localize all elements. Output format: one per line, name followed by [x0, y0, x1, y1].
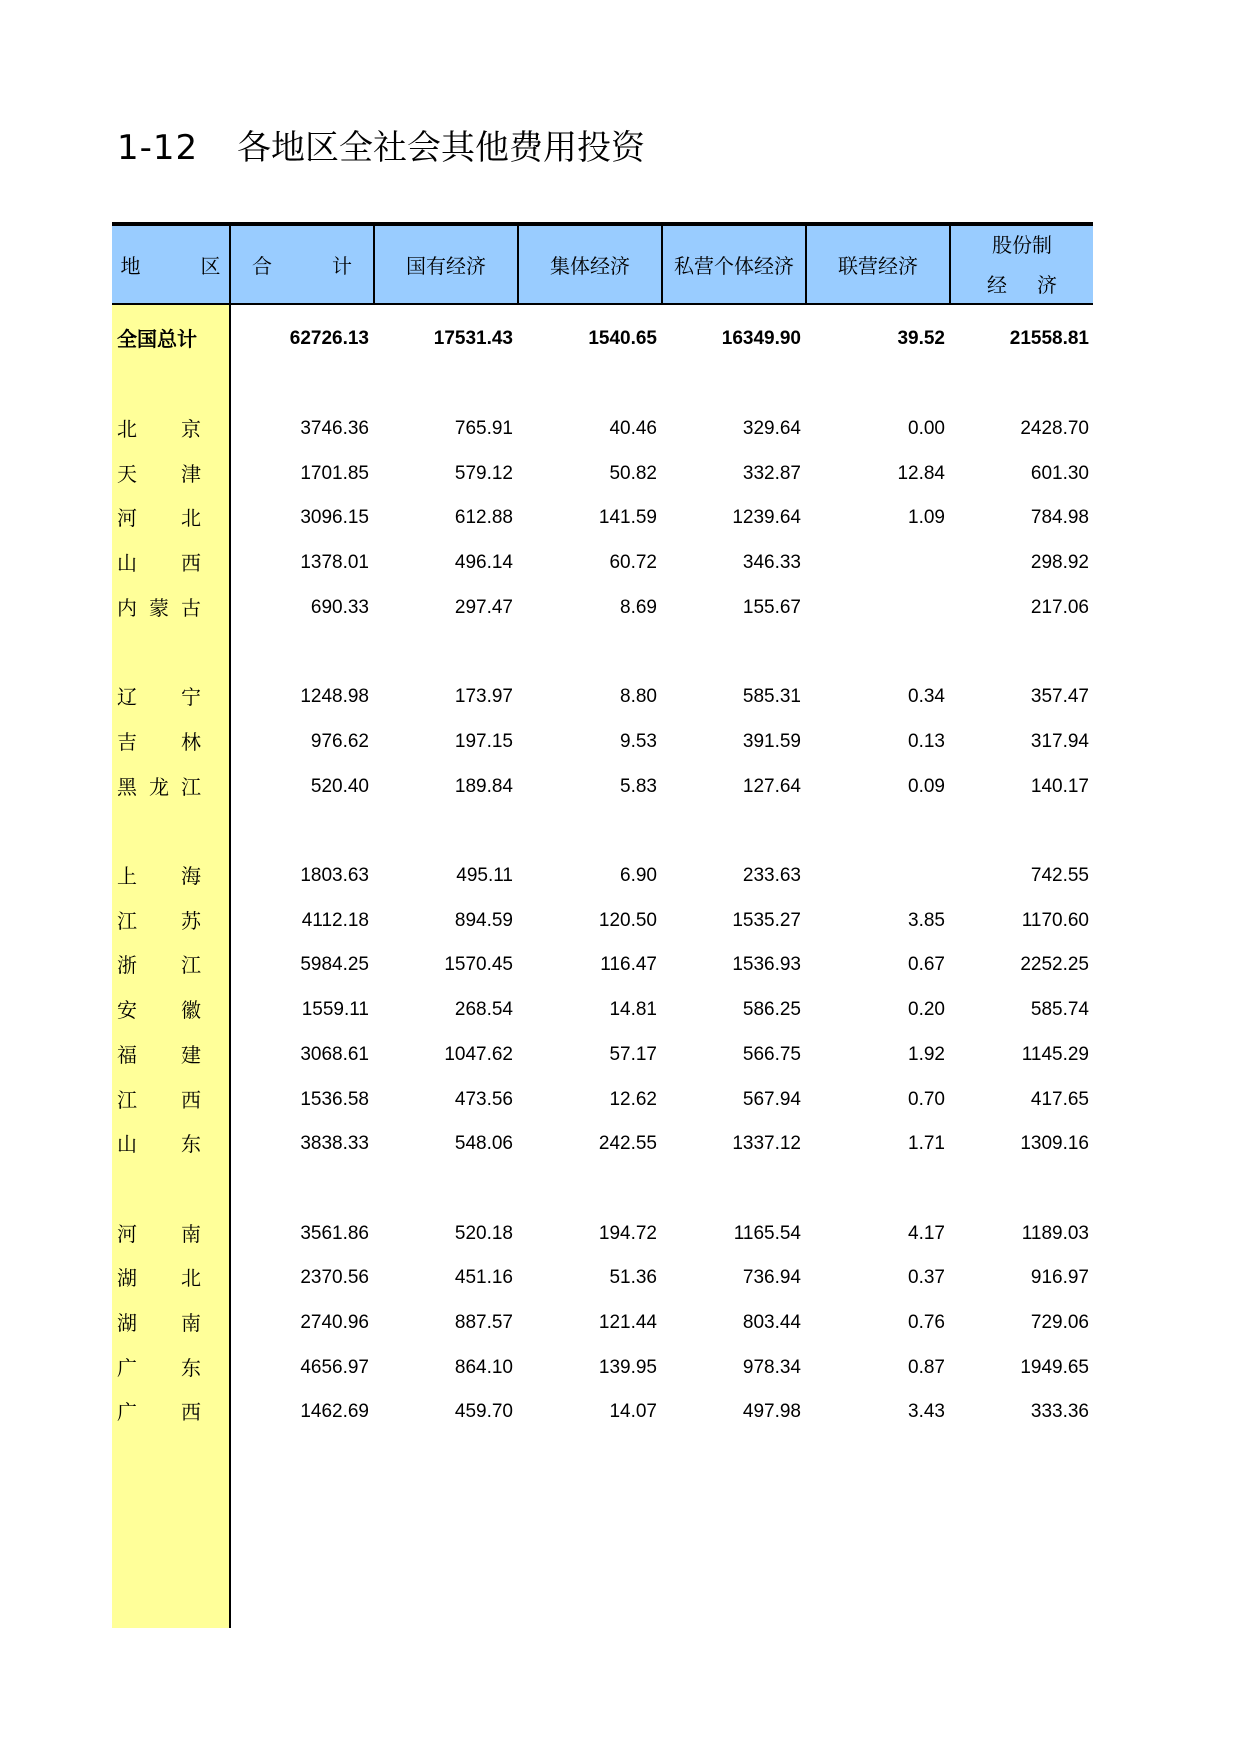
value-private: 233.63 — [742, 865, 801, 886]
value-private: 1239.64 — [732, 507, 801, 529]
value-total: 690.33 — [310, 596, 369, 618]
value-state: 459.70 — [454, 1401, 513, 1423]
value-state: 268.54 — [454, 999, 513, 1021]
value-state: 495.11 — [456, 865, 513, 886]
value-joint: 0.34 — [908, 686, 945, 708]
value-shareholding: 317.94 — [1030, 730, 1089, 752]
value-state: 765.91 — [454, 418, 513, 439]
value-joint: 4.17 — [908, 1222, 945, 1244]
value-collective: 194.72 — [598, 1222, 657, 1244]
value-private: 586.25 — [742, 999, 801, 1021]
value-total: 976.62 — [310, 730, 369, 752]
value-collective: 120.50 — [598, 909, 657, 931]
table-header — [112, 226, 1093, 305]
table-row — [112, 1387, 1093, 1437]
value-state: 297.47 — [454, 596, 513, 618]
value-private: 585.31 — [742, 686, 801, 708]
value-total: 1701.85 — [300, 462, 369, 484]
value-collective: 51.36 — [609, 1267, 657, 1289]
value-total: 1378.01 — [300, 552, 369, 574]
value-shareholding: 2252.25 — [1020, 954, 1089, 976]
value-total: 3096.15 — [300, 507, 369, 529]
region-name: 黑 龙 江 — [117, 774, 201, 799]
table-row — [112, 1298, 1093, 1348]
header-region: 地 区 — [120, 254, 221, 278]
value-state: 189.84 — [454, 775, 513, 797]
table-row — [112, 1253, 1093, 1303]
value-state: 1047.62 — [444, 1043, 513, 1065]
value-total: 1803.63 — [300, 865, 369, 886]
value-collective: 121.44 — [598, 1312, 657, 1333]
value-private: 16349.90 — [721, 328, 801, 349]
region-name: 北 京 — [117, 417, 201, 441]
region-name: 湖 北 — [117, 1266, 201, 1291]
value-private: 155.67 — [742, 596, 801, 618]
value-total: 2370.56 — [300, 1267, 369, 1289]
value-joint: 0.76 — [908, 1312, 945, 1333]
value-collective: 116.47 — [600, 954, 657, 976]
value-total: 520.40 — [310, 775, 369, 797]
value-collective: 60.72 — [609, 552, 657, 574]
value-private: 329.64 — [742, 418, 801, 439]
value-private: 1535.27 — [732, 909, 801, 931]
region-name: 江 苏 — [117, 908, 201, 933]
value-state: 887.57 — [454, 1312, 513, 1333]
region-name: 辽 宁 — [117, 685, 201, 710]
value-private: 566.75 — [742, 1043, 801, 1065]
table-row — [112, 1030, 1093, 1080]
value-shareholding: 784.98 — [1030, 507, 1089, 529]
table-row — [112, 449, 1093, 499]
value-total: 1559.11 — [301, 999, 369, 1021]
value-total: 1248.98 — [300, 686, 369, 708]
table-row — [112, 1343, 1093, 1393]
value-joint — [805, 538, 945, 588]
value-total: 3838.33 — [300, 1133, 369, 1155]
value-collective: 40.46 — [609, 418, 657, 439]
value-private: 497.98 — [742, 1401, 801, 1423]
value-joint: 0.09 — [908, 775, 945, 797]
value-state: 496.14 — [454, 552, 513, 574]
table-title: 各地区全社会其他费用投资 — [237, 128, 645, 168]
value-collective: 14.07 — [609, 1401, 657, 1423]
value-joint: 0.37 — [908, 1267, 945, 1289]
region-name: 全国总计 — [117, 327, 197, 351]
value-collective: 14.81 — [609, 999, 657, 1021]
value-private: 736.94 — [742, 1267, 801, 1289]
value-private: 1536.93 — [732, 954, 801, 976]
value-total: 62726.13 — [289, 328, 369, 349]
value-joint: 0.67 — [908, 954, 945, 976]
value-joint: 1.92 — [908, 1043, 945, 1065]
value-private: 391.59 — [742, 730, 801, 752]
value-shareholding: 601.30 — [1030, 462, 1089, 484]
region-name: 吉 林 — [117, 729, 201, 754]
value-state: 548.06 — [454, 1133, 513, 1155]
value-state: 17531.43 — [433, 328, 513, 349]
table-row — [112, 1119, 1093, 1169]
value-joint: 0.20 — [908, 999, 945, 1021]
value-joint: 12.84 — [897, 462, 945, 484]
value-shareholding: 916.97 — [1030, 1267, 1089, 1289]
value-joint: 3.85 — [908, 909, 945, 931]
value-private: 567.94 — [742, 1088, 801, 1110]
value-total: 4656.97 — [300, 1356, 369, 1378]
value-state: 1570.45 — [444, 954, 513, 976]
value-shareholding: 1309.16 — [1020, 1133, 1089, 1155]
table-row — [112, 762, 1093, 812]
value-state: 473.56 — [454, 1088, 513, 1110]
value-shareholding: 585.74 — [1030, 999, 1089, 1021]
region-name: 广 东 — [117, 1355, 201, 1380]
region-name: 河 南 — [117, 1221, 201, 1246]
header-private: 私营个体经济 — [661, 226, 805, 303]
value-collective: 8.69 — [620, 596, 657, 618]
total-row — [112, 314, 1093, 364]
table-row — [112, 940, 1093, 990]
region-name: 上 海 — [117, 864, 201, 888]
region-name: 天 津 — [117, 461, 201, 486]
value-joint: 3.43 — [908, 1401, 945, 1423]
value-total: 3561.86 — [300, 1222, 369, 1244]
value-state: 864.10 — [454, 1356, 513, 1378]
value-shareholding: 217.06 — [1030, 596, 1089, 618]
value-private: 346.33 — [742, 552, 801, 574]
table-row — [112, 1075, 1093, 1125]
value-collective: 141.59 — [598, 507, 657, 529]
value-joint — [805, 851, 945, 901]
value-collective: 5.83 — [620, 775, 657, 797]
value-shareholding: 1949.65 — [1020, 1356, 1089, 1378]
value-shareholding: 1189.03 — [1021, 1222, 1089, 1244]
value-state: 197.15 — [454, 730, 513, 752]
value-collective: 8.80 — [620, 686, 657, 708]
value-shareholding: 357.47 — [1030, 686, 1089, 708]
value-state: 451.16 — [454, 1267, 513, 1289]
value-collective: 1540.65 — [588, 328, 657, 349]
value-private: 332.87 — [742, 462, 801, 484]
region-name: 江 西 — [117, 1087, 201, 1112]
value-collective: 12.62 — [609, 1088, 657, 1110]
value-total: 5984.25 — [300, 954, 369, 976]
value-joint: 1.71 — [908, 1133, 945, 1155]
value-shareholding: 1170.60 — [1021, 909, 1089, 931]
table-row — [112, 583, 1093, 633]
table-number: 1-12 — [117, 128, 199, 168]
table-row — [112, 985, 1093, 1035]
value-shareholding: 417.65 — [1030, 1088, 1089, 1110]
table-row — [112, 851, 1093, 901]
value-total: 2740.96 — [300, 1312, 369, 1333]
value-collective: 9.53 — [620, 730, 657, 752]
table-row — [112, 717, 1093, 767]
value-private: 127.64 — [742, 775, 801, 797]
value-joint: 0.70 — [908, 1088, 945, 1110]
value-joint: 0.00 — [908, 418, 945, 439]
value-state: 579.12 — [454, 462, 513, 484]
table-row — [112, 493, 1093, 543]
region-name: 广 西 — [117, 1400, 201, 1425]
page-title — [117, 126, 645, 170]
value-shareholding: 1145.29 — [1021, 1043, 1089, 1065]
region-name: 安 徽 — [117, 998, 201, 1023]
value-joint: 39.52 — [897, 328, 945, 349]
value-private: 1337.12 — [732, 1133, 801, 1155]
header-state-owned: 国有经济 — [373, 226, 517, 303]
value-collective: 139.95 — [598, 1356, 657, 1378]
header-total: 合 计 — [229, 226, 373, 303]
header-joint: 联营经济 — [805, 226, 949, 303]
table-row — [112, 1209, 1093, 1259]
region-name: 福 建 — [117, 1042, 201, 1067]
value-private: 978.34 — [742, 1356, 801, 1378]
header-collective: 集体经济 — [517, 226, 661, 303]
value-collective: 242.55 — [598, 1133, 657, 1155]
region-name: 山 西 — [117, 551, 201, 576]
value-shareholding: 21558.81 — [1009, 328, 1089, 349]
value-state: 173.97 — [454, 686, 513, 708]
value-shareholding: 298.92 — [1030, 552, 1089, 574]
value-shareholding: 742.55 — [1030, 865, 1089, 886]
value-private: 1165.54 — [733, 1222, 801, 1244]
value-total: 3068.61 — [300, 1043, 369, 1065]
value-joint: 0.87 — [908, 1356, 945, 1378]
table-row — [112, 404, 1093, 454]
value-collective: 50.82 — [609, 462, 657, 484]
value-joint: 0.13 — [908, 730, 945, 752]
value-total: 3746.36 — [300, 418, 369, 439]
region-name: 内 蒙 古 — [117, 595, 201, 620]
region-name: 湖 南 — [117, 1311, 201, 1335]
value-state: 520.18 — [454, 1222, 513, 1244]
value-joint: 1.09 — [908, 507, 945, 529]
table-row — [112, 896, 1093, 946]
value-shareholding: 2428.70 — [1020, 418, 1089, 439]
region-name: 河 北 — [117, 506, 201, 531]
value-joint — [805, 583, 945, 633]
value-collective: 6.90 — [620, 865, 657, 886]
value-total: 4112.18 — [301, 909, 369, 931]
table-row — [112, 538, 1093, 588]
value-collective: 57.17 — [609, 1043, 657, 1065]
header-shareholding: 股份制 经 济 — [949, 226, 1093, 303]
region-name: 山 东 — [117, 1132, 201, 1157]
region-name: 浙 江 — [117, 953, 201, 978]
value-state: 894.59 — [454, 909, 513, 931]
value-shareholding: 729.06 — [1030, 1312, 1089, 1333]
value-total: 1536.58 — [300, 1088, 369, 1110]
value-private: 803.44 — [742, 1312, 801, 1333]
value-total: 1462.69 — [300, 1401, 369, 1423]
value-shareholding: 140.17 — [1030, 775, 1089, 797]
table-row — [112, 672, 1093, 722]
value-shareholding: 333.36 — [1030, 1401, 1089, 1423]
value-state: 612.88 — [454, 507, 513, 529]
